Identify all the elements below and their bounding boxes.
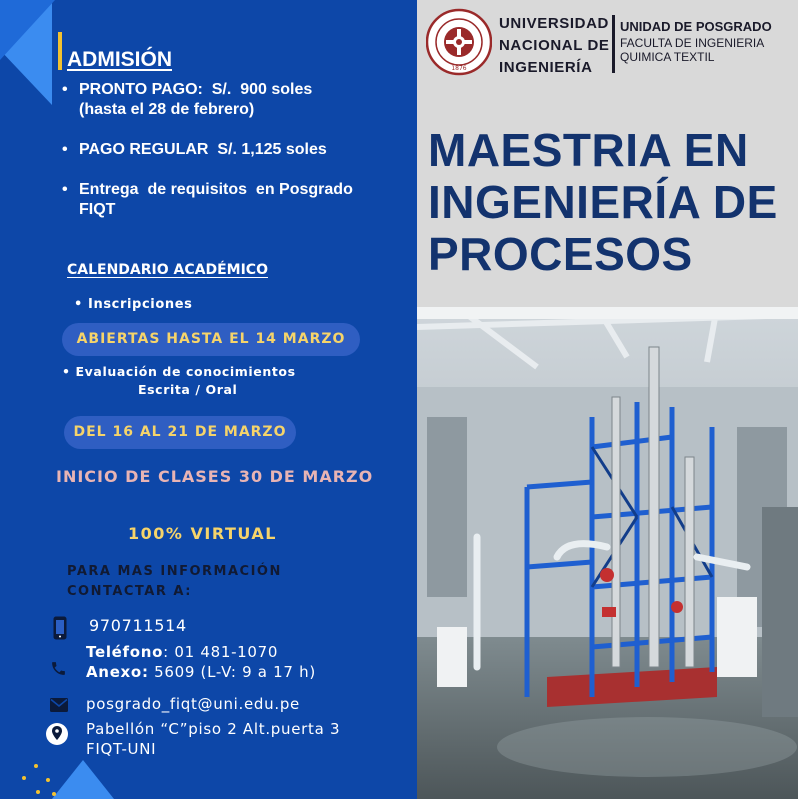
decorative-triangle [52,760,114,799]
registration-label: • Inscripciones [74,297,193,312]
address-line: Pabellón “C”piso 2 Alt.puerta 3 [86,720,341,738]
phone-label: Teléfono [86,643,164,661]
annex-label: Anexo: [86,663,149,681]
class-start: INICIO DE CLASES 30 DE MARZO [56,467,374,486]
phone-value: : 01 481-1070 [163,643,279,661]
decorative-dot [22,776,26,780]
university-name-line: INGENIERÍA [499,59,593,76]
admission-item-line: (hasta el 28 de febrero) [79,101,255,118]
faculty-name [620,36,764,64]
admission-item-line: FIQT [79,201,116,218]
admission-title: ADMISIÓN [67,48,172,71]
program-title [428,124,778,280]
university-name-line: UNIVERSIDAD [499,15,609,32]
admission-item-line: PAGO REGULAR S/. 1,125 soles [79,141,327,158]
contact-heading [67,562,282,602]
program-title-line: INGENIERÍA DE [428,176,778,228]
faculty-name-line: FACULTA DE INGENIERIA [620,36,765,50]
postgraduate-unit: UNIDAD DE POSGRADO [620,19,772,34]
address-line: FIQT-UNI [86,740,157,758]
accent-bar [58,32,62,70]
email-address: posgrado_fiqt@uni.edu.pe [86,695,300,713]
annex-line [86,663,316,681]
contact-heading-line: CONTACTAR A: [67,584,192,599]
decorative-dot [46,778,50,782]
phone-icon [50,660,67,677]
mobile-phone-icon [53,616,67,640]
admission-item: • Entrega de requisitos en Posgrado FIQT [62,181,353,218]
seal-year: 1876 [451,65,467,72]
university-name-line: NACIONAL DE [499,37,610,54]
annex-value: 5609 (L-V: 9 a 17 h) [148,663,316,681]
calendar-title: CALENDARIO ACADÉMICO [67,262,268,278]
decorative-dot [52,792,56,796]
phone-line [86,643,278,661]
mobile-number: 970711514 [89,616,187,635]
admission-item: • PAGO REGULAR S/. 1,125 soles [62,141,327,158]
admission-item-line: Entrega de requisitos en Posgrado [79,181,353,198]
contact-heading-line: PARA MAS INFORMACIÓN [67,564,282,579]
evaluation-label-text: Evaluación de conocimientos [75,364,296,379]
program-title-line: MAESTRIA EN [428,124,749,176]
evaluation-type: Escrita / Oral [138,382,238,397]
evaluation-label: • Evaluación de conocimientos [62,364,296,379]
admission-item: • PRONTO PAGO: S/. 900 soles (hasta el 28 de febrero) [62,81,313,118]
registration-label-text: Inscripciones [88,297,193,312]
mail-icon [50,698,68,712]
university-seal-logo [426,7,492,77]
location-pin-icon [46,722,68,746]
program-title-line: PROCESOS [428,228,693,280]
admission-item-line: PRONTO PAGO: S/. 900 soles [79,81,313,98]
header-divider [612,15,615,73]
registration-date-pill: ABIERTAS HASTA EL 14 MARZO [62,323,360,356]
laboratory-photo [417,307,798,799]
decorative-dot [34,764,38,768]
evaluation-date-pill: DEL 16 AL 21 DE MARZO [64,416,296,449]
university-name [499,13,610,79]
decorative-dot [36,790,40,794]
virtual-mode: 100% VIRTUAL [128,524,277,543]
faculty-name-line: QUIMICA TEXTIL [620,50,715,64]
